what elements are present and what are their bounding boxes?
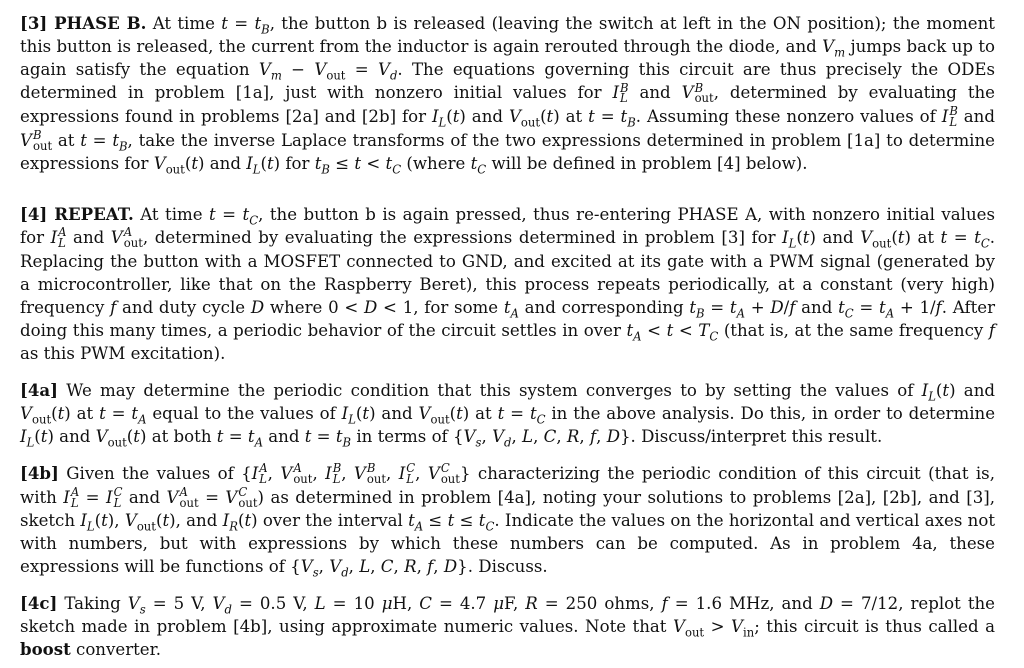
- problem-4b: [20, 462, 995, 579]
- problem-3-text: At time $t = t_B$, the button b is released (leaving the switch at left in the ON position); the moment this button is released, the current from the inductor is again rerouted through the diode, and $V_m$ jumps back up to again satisfy the equation $V_m - V_{out} = V_d$. The equations governing this circuit are thus precisely the ODEs determined in problem [1a], just with nonzero initial values for I B L and V B out , determined by evaluating the expressions found in problems [2a] and [2b] for $I_L(t)$ and $V_{out}(t)$ at $t = t_B$. Assuming these nonzero values of I B L and V B out at $t = t_B$, take the inverse Laplace transforms of the two expressions determined in problem [1a] to determine expressions for $V_{out}(t)$ and $I_L(t)$ for $t_B \le t < t_C$ (where $t_C$ will be defined in problem [4] below).: [20, 14, 996, 177]
- problem-3-phase-b: [20, 12, 995, 175]
- problem-4a-label: [4a]: [20, 380, 59, 400]
- problem-4-text: At time $t = t_C$, the button b is again pressed, thus re-entering PHASE A, with nonzero initial values for I A L and V A out , determined by evaluating the expressions determined in problem [3] for $I_L(t)$ and $V_{out}(t)$ at $t = t_C$. Replacing the button with a MOSFET connected to GND, and excited at its gate with a PWM signal (generated by a microcontroller, like that on the Raspberry Beret), this process repeats periodically, at a constant (very high) frequency f and duty cycle D where 0 < D < 1, for some $t_A$ and corresponding $t_B = t_A + D/f$ and $t_C = t_A + 1/f$. After doing this many times, a periodic behavior of the circuit settles in over $t_A < t < T_C$ (that is, at the same frequency f as this PWM excitation).: [20, 205, 996, 364]
- problem-4c: [20, 592, 995, 661]
- problem-4c-label: [4c]: [20, 593, 58, 613]
- problem-4b-text: Given the values of {I A L , V A out , I B L , V B out , I C L , V C out } characterizing the periodic condition of this circuit (that is, with I A L = I C L and V A out = V C out ) as determined in problem [4a], noting your solutions to problems [2a], [2b], and [3], sketch $I_L(t)$, $V_{out}(t)$, and $I_R(t)$ over the interval $t_A \le t \le t_C$. Indicate the values on the horizontal and vertical axes not with numbers, but with expressions by which these numbers can be computed. As in problem 4a, these expressions will be functions of {$V_s$, $V_d$, L, C, R, f, D}. Discuss.: [20, 461, 995, 580]
- problem-4c-text: Taking $V_s = 5$ V, $V_d = 0.5$ V, L = 10 μH, C = 4.7 μF, R = 250 ohms, f = 1.6 MHz, and D = 7/12, replot the sketch made in problem [4b], using approximate numeric values. Note that $V_{out} > V_{in}$; this circuit is thus called a boost converter.: [20, 594, 996, 660]
- problem-4-label: [4] REPEAT.: [20, 204, 134, 224]
- problem-4a: [20, 379, 995, 448]
- problem-3-label: [3] PHASE B.: [20, 13, 147, 33]
- problem-4a-text: We may determine the periodic condition that this system converges to by setting the values of $I_L(t)$ and $V_{out}(t)$ at $t = t_A$ equal to the values of $I_L(t)$ and $V_{out}(t)$ at $t = t_C$ in the above analysis. Do this, in order to determine $I_L(t)$ and $V_{out}(t)$ at both $t = t_A$ and $t = t_B$ in terms of {$V_s$, $V_d$, L, C, R, f, D}. Discuss/interpret this result.: [20, 381, 996, 450]
- problem-4-repeat: [20, 203, 995, 365]
- problem-4b-label: [4b]: [20, 463, 59, 483]
